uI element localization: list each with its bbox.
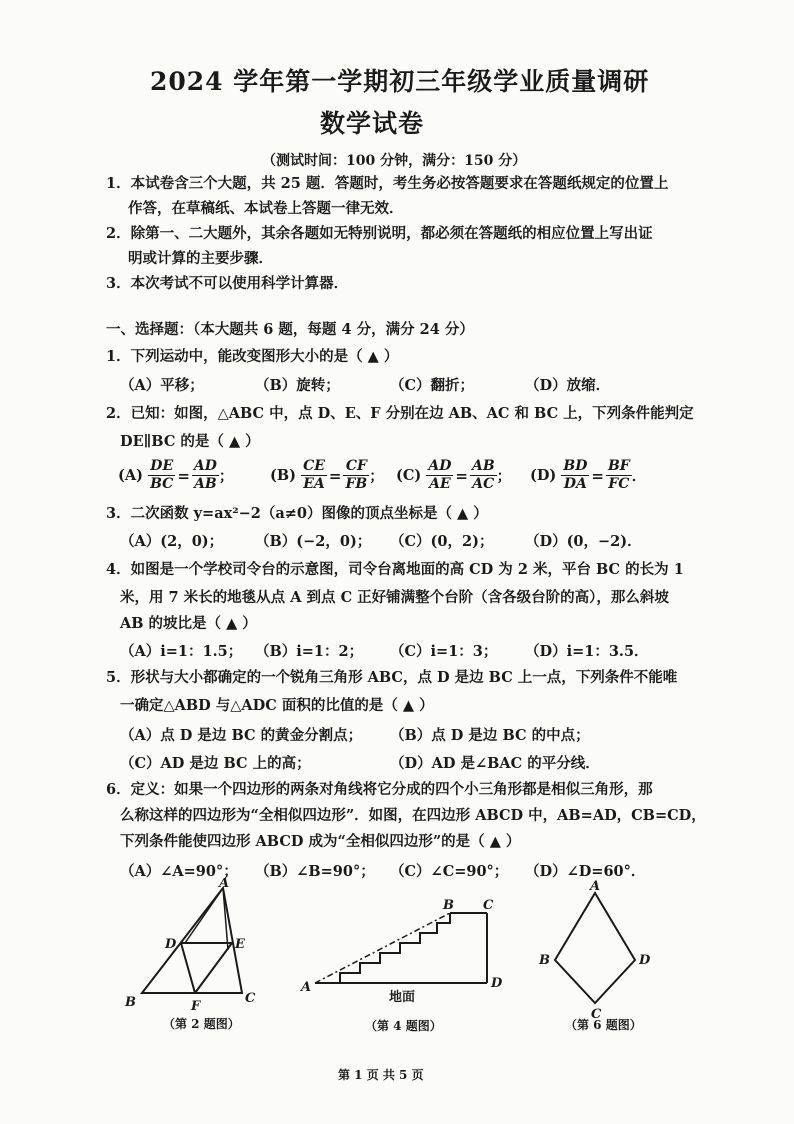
- q2-option-d: (D) $\frac{BD}{DA}$ = $\frac{BF}{FC}$ ．: [530, 458, 647, 492]
- q4-stem-line-3: AB 的坡比是（ ▲ ）: [120, 615, 257, 632]
- section-1-heading: 一、选择题：（本大题共 6 题，每题 4 分，满分 24 分）: [106, 321, 474, 338]
- fig2-label-c: C: [245, 991, 256, 1006]
- q5-option-a: （A）点 D 是边 BC 的黄金分割点；: [120, 727, 363, 744]
- fig2-label-a: A: [219, 878, 230, 891]
- fig2-label-d: D: [165, 937, 177, 952]
- stair-steps: [340, 913, 450, 983]
- exam-title: 2024 学年第一学期初三年级学业质量调研: [150, 67, 650, 96]
- q4-option-a: （A）i=1：1.5；: [120, 643, 243, 660]
- instruction-2-line-2: 明或计算的主要步骤．: [128, 250, 273, 267]
- figure-2-triangle: [115, 878, 275, 1043]
- fig4-ground-label: 地面: [389, 990, 416, 1005]
- slope-ab: [315, 913, 450, 983]
- instruction-3: 3．本次考试不可以使用科学计算器．: [106, 275, 349, 292]
- q1-option-a: （A）平移；: [120, 377, 204, 394]
- q1-option-b: （B）旋转；: [255, 377, 340, 394]
- fig6-label-b: B: [539, 953, 550, 968]
- q4-stem-line-1: 4．如图是一个学校司令台的示意图，司令台离地面的高 CD 为 2 米，平台 BC 的长为 1: [106, 561, 684, 578]
- fig4-label-b: B: [443, 898, 454, 913]
- fig4-caption: （第 4 题图）: [365, 1019, 442, 1033]
- q2-option-a: (A) $\frac{DE}{BC}$ = $\frac{AD}{AB}$ ；: [118, 458, 234, 492]
- fig2-caption: （第 2 题图）: [163, 1017, 240, 1031]
- fig4-label-d: D: [491, 976, 503, 991]
- segment-ef: [195, 943, 232, 993]
- time-note: （测试时间：100 分钟，满分：150 分）: [262, 153, 527, 169]
- q1-option-d: （D）放缩．: [525, 377, 611, 394]
- instruction-1-line-1: 1．本试卷含三个大题，共 25 题．答题时，考生务必按答题要求在答题纸规定的位置上: [106, 175, 669, 192]
- fig4-label-c: C: [483, 898, 494, 913]
- q6-option-c: （C）∠C=90°；: [390, 863, 509, 880]
- q6-stem-line-3: 下列条件能使四边形 ABCD 成为“全相似四边形”的是（ ▲ ）: [120, 833, 521, 850]
- q1-option-c: （C）翻折；: [390, 377, 475, 394]
- q4-stem-line-2: 米，用 7 米长的地毯从点 A 到点 C 正好铺满整个台阶（含各级台阶的高），那么斜坡: [120, 589, 669, 606]
- q2-option-c: (C) $\frac{AD}{AE}$ = $\frac{AB}{AC}$ ；: [396, 458, 512, 492]
- quadrilateral-abcd: [555, 893, 635, 1003]
- q3-option-c: （C）(0，2)；: [390, 533, 494, 550]
- q5-option-d: （D）AD 是∠BAC 的平分线．: [390, 755, 600, 772]
- fig6-label-d: D: [639, 953, 651, 968]
- q5-option-b: （B）点 D 是边 BC 的中点；: [390, 727, 590, 744]
- q3-option-d: （D）(0，−2)．: [525, 533, 642, 550]
- q5-option-c: （C）AD 是边 BC 上的高；: [120, 755, 311, 772]
- q6-stem-line-2: 么称这样的四边形为“全相似四边形”．如图，在四边形 ABCD 中，AB=AD，CB=CD，: [120, 807, 706, 824]
- q1-stem: 1．下列运动中，能改变图形大小的是（ ▲ ）: [106, 348, 399, 365]
- q6-option-a: （A）∠A=90°；: [120, 863, 238, 880]
- segment-df: [181, 943, 195, 993]
- q2-stem-line-1: 2．已知：如图，△ABC 中，点 D、E、F 分别在边 AB、AC 和 BC 上，下列条件能判定: [106, 405, 694, 422]
- q3-stem: 3．二次函数 y=ax²−2（a≠0）图像的顶点坐标是（ ▲ ）: [106, 505, 488, 522]
- fig6-label-c: C: [591, 1007, 602, 1022]
- fig6-label-a: A: [590, 879, 601, 894]
- figure-4-stairs: [295, 895, 520, 1040]
- q2-stem-line-2: DE∥BC 的是（ ▲ ）: [120, 433, 260, 450]
- q6-option-d: （D）∠D=60°．: [525, 863, 646, 880]
- q4-option-c: （C）i=1：3；: [390, 643, 498, 660]
- fig6-caption: （第 6 题图）: [565, 1018, 642, 1032]
- q4-option-b: （B）i=1：2；: [255, 643, 364, 660]
- q4-option-d: （D）i=1：3.5．: [525, 643, 649, 660]
- q2-option-b: (B) $\frac{CE}{EA}$ = $\frac{CF}{FB}$ ；: [270, 458, 384, 492]
- q3-option-b: （B）(−2，0)；: [255, 533, 372, 550]
- fig2-label-e: E: [235, 937, 245, 952]
- fig4-label-a: A: [301, 980, 312, 995]
- instruction-2-line-1: 2．除第一、二大题外，其余各题如无特别说明，都必须在答题纸的相应位置上写出证: [106, 225, 653, 242]
- q6-option-b: （B）∠B=90°；: [255, 863, 375, 880]
- q5-stem-line-2: 一确定△ABD 与△ADC 面积的比值的是（ ▲ ）: [120, 697, 434, 714]
- figure-6-kite: [535, 878, 665, 1038]
- instruction-1-line-2: 作答，在草稿纸、本试卷上答题一律无效．: [128, 200, 404, 217]
- q5-stem-line-1: 5．形状与大小都确定的一个锐角三角形 ABC，点 D 是边 BC 上一点，下列条件不能唯: [106, 669, 678, 686]
- exam-subtitle: 数学试卷: [320, 109, 425, 138]
- segment-inner-1: [185, 888, 223, 943]
- fig2-label-f: F: [191, 999, 201, 1014]
- q3-option-a: （A）(2，0)；: [120, 533, 224, 550]
- fig2-label-b: B: [125, 995, 136, 1010]
- page-footer: 第 1 页 共 5 页: [338, 1068, 424, 1082]
- q6-stem-line-1: 6．定义：如果一个四边形的两条对角线将它分成的四个小三角形都是相似三角形，那: [106, 781, 653, 798]
